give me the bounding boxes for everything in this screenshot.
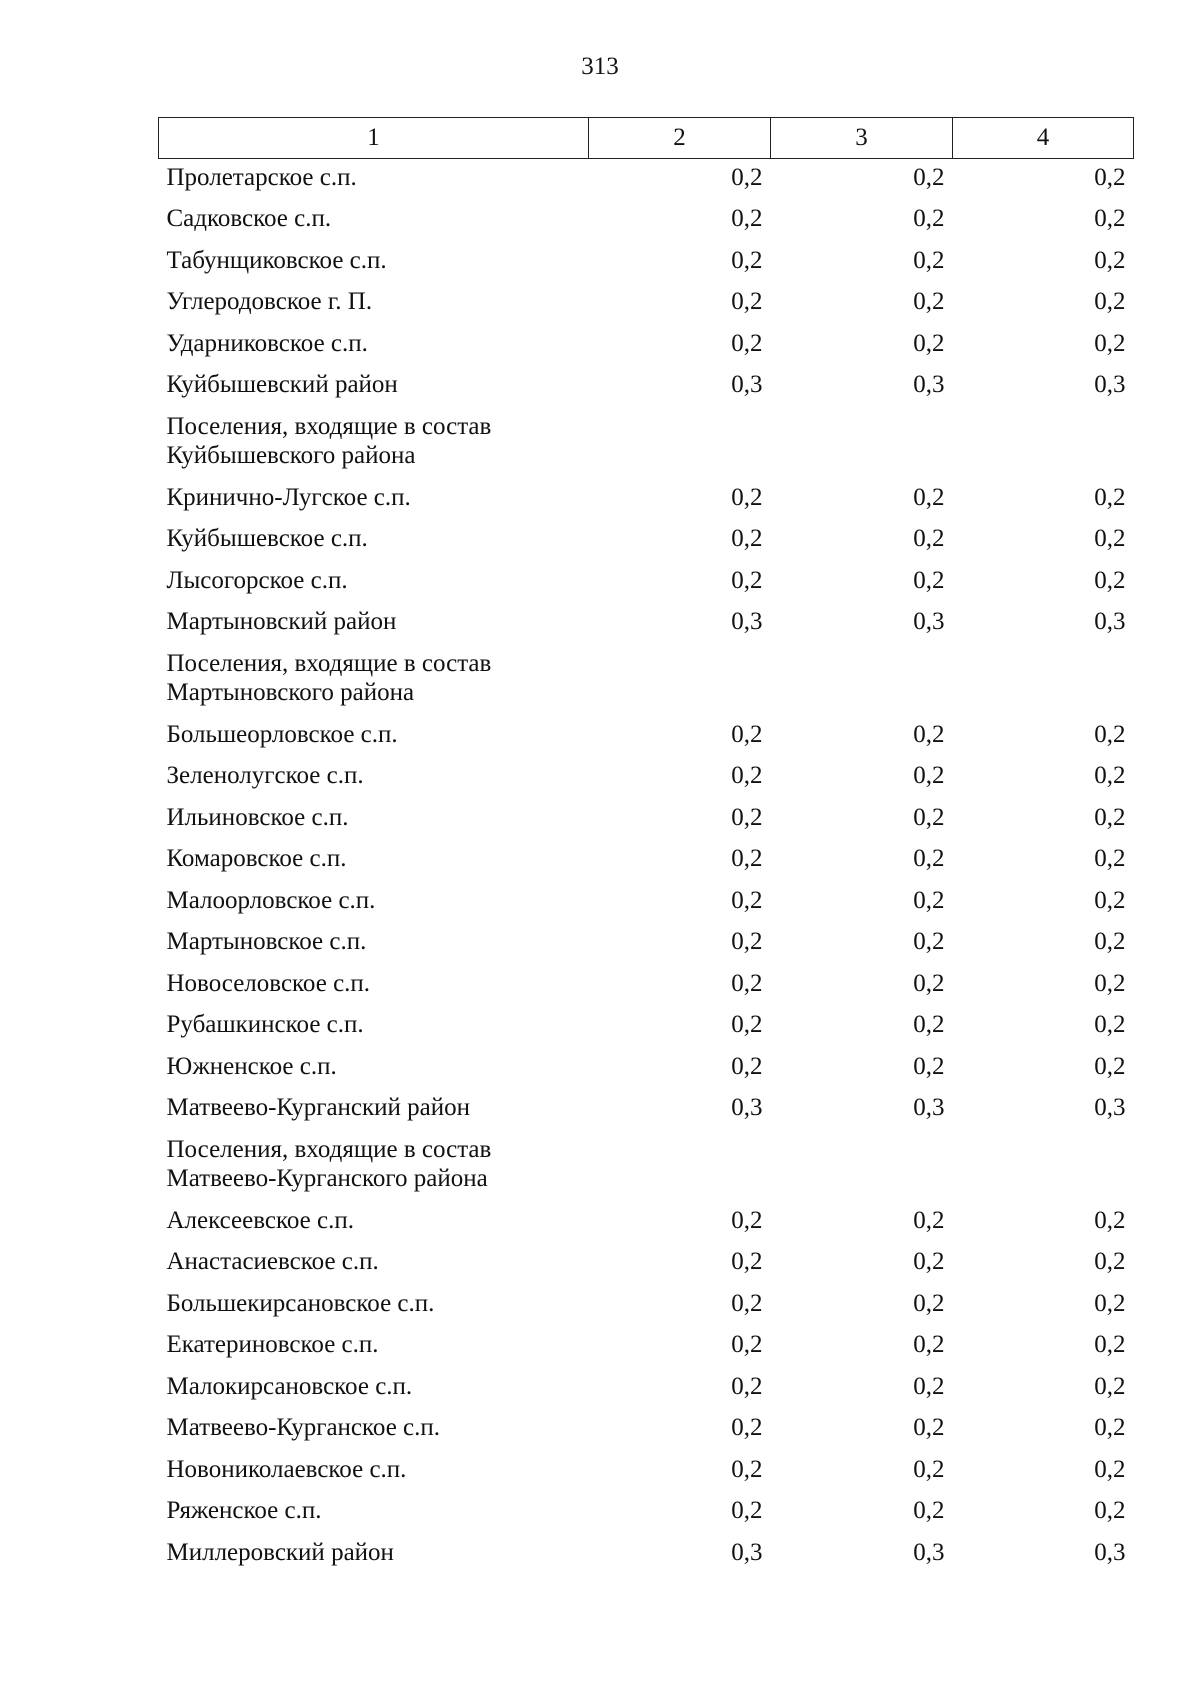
value-cell-col-3: 0,2: [913, 803, 945, 831]
row-name-text: Пролетарское с.п.: [166, 164, 357, 191]
value-cell-col-4: 0,2: [1094, 1011, 1126, 1038]
row-name-text: Комаровское с.п.: [166, 845, 347, 872]
value-cell-col-3: 0,2: [913, 329, 945, 357]
value-cell-col-4: 0,2: [1094, 246, 1126, 274]
value-cell-col-2: 0,2: [731, 1206, 763, 1234]
table-row: [159, 716, 1134, 758]
table-row: [159, 1202, 1134, 1244]
value-cell-col-4: 0,2: [1094, 1497, 1126, 1524]
row-name-cell: [159, 1368, 589, 1410]
row-name-text: Малоорловское с.п.: [166, 886, 376, 914]
row-name-text: Миллеровский район: [166, 1538, 394, 1566]
row-name-text: Южненское с.п.: [166, 1052, 337, 1080]
row-name-cell: [159, 645, 589, 716]
table-row: [159, 1326, 1134, 1368]
table-row: [159, 159, 1134, 201]
row-name-cell: [159, 603, 589, 645]
value-cell-col-3: 0,2: [913, 205, 945, 232]
value-cell-col-3: 0,2: [913, 1455, 945, 1483]
row-name-cell: [159, 520, 589, 562]
row-name-cell: [159, 562, 589, 604]
row-name-text: Рубашкинское с.п.: [166, 1011, 364, 1038]
value-cell-col-2: 0,2: [731, 483, 763, 511]
row-name-text: Куйбышевский район: [166, 371, 398, 398]
row-name-text: Поселения, входящие в состав: [166, 649, 492, 677]
row-name-text: Новониколаевское с.п.: [166, 1455, 407, 1483]
value-cell-col-4: 0,2: [1094, 886, 1126, 914]
value-cell-col-4: 0,2: [1094, 566, 1126, 594]
table-row: [159, 283, 1134, 325]
row-name-text: Углеродовское г. П.: [166, 288, 373, 315]
row-name-cell: [159, 882, 589, 924]
value-cell-col-3: 0,2: [913, 969, 945, 997]
row-name-cell: [159, 1089, 589, 1131]
value-cell-col-2: 0,2: [731, 164, 763, 191]
row-name-text: Большеорловское с.п.: [166, 720, 398, 748]
value-cell-col-3: [771, 408, 953, 479]
value-cell-col-4: 0,2: [1094, 1289, 1126, 1317]
page-number: 313: [581, 53, 619, 80]
value-cell-col-2: 0,2: [731, 720, 763, 748]
row-name-text: Табунщиковское с.п.: [166, 246, 387, 274]
value-cell-col-2: [589, 408, 771, 479]
table-body: [159, 159, 1134, 1576]
value-cell-col-3: 0,2: [913, 1331, 945, 1358]
row-name-text: Садковское с.п.: [166, 205, 332, 232]
value-cell-col-2: 0,2: [731, 1052, 763, 1080]
value-cell-col-2: 0,2: [731, 566, 763, 594]
table-row: [159, 1368, 1134, 1410]
row-name-text: Мартыновский район: [166, 608, 397, 635]
value-cell-col-3: 0,2: [913, 1372, 945, 1400]
value-cell-col-2: [589, 1131, 771, 1202]
value-cell-col-2: 0,2: [731, 1289, 763, 1317]
row-name-text: Матвеево-Курганский район: [166, 1094, 471, 1121]
row-name-text: Лысогорское с.п.: [166, 566, 348, 594]
value-cell-col-4: 0,2: [1094, 483, 1126, 511]
value-cell-col-3: [771, 1131, 953, 1202]
value-cell-col-2: 0,3: [731, 371, 763, 398]
table-row: [159, 882, 1134, 924]
value-cell-col-3: 0,2: [913, 288, 945, 315]
row-name-text: Матвеево-Курганского района: [166, 1164, 488, 1192]
row-name-cell: [159, 1285, 589, 1327]
row-name-cell: [159, 242, 589, 284]
value-cell-col-2: [589, 645, 771, 716]
value-cell-col-3: 0,2: [913, 164, 945, 191]
table-row: [159, 1534, 1134, 1576]
row-name-cell: [159, 159, 589, 201]
row-name-cell: [159, 799, 589, 841]
table-row: [159, 1006, 1134, 1048]
row-name-text: Кринично-Лугское с.п.: [166, 483, 411, 511]
row-name-text: Ряженское с.п.: [166, 1497, 322, 1524]
table-row: [159, 645, 1134, 716]
value-cell-col-4: 0,3: [1094, 1094, 1126, 1121]
row-name-text: Екатериновское с.п.: [166, 1331, 379, 1358]
value-cell-col-2: 0,2: [731, 1414, 763, 1441]
row-name-cell: [159, 1202, 589, 1244]
row-name-text: Ударниковское с.п.: [166, 329, 368, 357]
row-name-text: Поселения, входящие в состав: [166, 412, 492, 440]
value-cell-col-3: 0,2: [913, 845, 945, 872]
value-cell-col-4: [953, 408, 1134, 479]
row-name-cell: [159, 716, 589, 758]
value-cell-col-4: 0,2: [1094, 845, 1126, 872]
value-cell-col-3: 0,2: [913, 1206, 945, 1234]
value-cell-col-3: 0,2: [913, 1248, 945, 1275]
table-row: [159, 520, 1134, 562]
row-name-text: Поселения, входящие в состав: [166, 1135, 492, 1163]
data-table: [158, 117, 1134, 1575]
row-name-cell: [159, 1534, 589, 1576]
value-cell-col-3: 0,2: [913, 1414, 945, 1441]
row-name-text: Куйбышевское с.п.: [166, 525, 368, 552]
row-name-cell: [159, 1243, 589, 1285]
value-cell-col-4: 0,2: [1094, 288, 1126, 315]
value-cell-col-3: 0,3: [913, 1538, 945, 1566]
row-name-cell: [159, 1131, 589, 1202]
value-cell-col-2: 0,2: [731, 969, 763, 997]
value-cell-col-2: 0,3: [731, 608, 763, 635]
value-cell-col-4: 0,2: [1094, 803, 1126, 831]
table-row: [159, 757, 1134, 799]
table-row: [159, 1285, 1134, 1327]
value-cell-col-4: [953, 645, 1134, 716]
value-cell-col-4: 0,2: [1094, 525, 1126, 552]
value-cell-col-4: 0,2: [1094, 1206, 1126, 1234]
value-cell-col-2: 0,2: [731, 928, 763, 955]
row-name-cell: [159, 923, 589, 965]
row-name-cell: [159, 1492, 589, 1534]
table-row: [159, 1131, 1134, 1202]
value-cell-col-2: 0,2: [731, 762, 763, 789]
value-cell-col-4: 0,2: [1094, 762, 1126, 789]
row-name-cell: [159, 840, 589, 882]
row-name-cell: [159, 1048, 589, 1090]
value-cell-col-2: 0,2: [731, 845, 763, 872]
table-row: [159, 562, 1134, 604]
row-name-cell: [159, 965, 589, 1007]
value-cell-col-4: 0,3: [1094, 608, 1126, 635]
value-cell-col-3: 0,2: [913, 1052, 945, 1080]
value-cell-col-2: 0,2: [731, 329, 763, 357]
value-cell-col-4: 0,3: [1094, 371, 1126, 398]
value-cell-col-4: [953, 1131, 1134, 1202]
value-cell-col-3: 0,2: [913, 928, 945, 955]
value-cell-col-2: 0,2: [731, 1372, 763, 1400]
value-cell-col-2: 0,2: [731, 205, 763, 232]
value-cell-col-4: 0,2: [1094, 1052, 1126, 1080]
table-row: [159, 1089, 1134, 1131]
value-cell-col-3: 0,3: [913, 371, 945, 398]
value-cell-col-3: 0,3: [913, 1094, 945, 1121]
table-row: [159, 840, 1134, 882]
value-cell-col-2: 0,2: [731, 288, 763, 315]
row-name-text: Алексеевское с.п.: [166, 1206, 354, 1234]
value-cell-col-4: 0,2: [1094, 1414, 1126, 1441]
value-cell-col-2: 0,2: [731, 246, 763, 274]
table-row: [159, 1451, 1134, 1493]
row-name-cell: [159, 757, 589, 799]
table-row: [159, 965, 1134, 1007]
value-cell-col-2: 0,2: [731, 1011, 763, 1038]
value-cell-col-2: 0,2: [731, 803, 763, 831]
value-cell-col-4: 0,2: [1094, 720, 1126, 748]
value-cell-col-3: 0,2: [913, 762, 945, 789]
value-cell-col-2: 0,2: [731, 525, 763, 552]
value-cell-col-4: 0,2: [1094, 928, 1126, 955]
row-name-cell: [159, 366, 589, 408]
value-cell-col-3: 0,2: [913, 566, 945, 594]
row-name-text: Зеленолугское с.п.: [166, 762, 364, 789]
row-name-text: Большекирсановское с.п.: [166, 1289, 435, 1317]
value-cell-col-4: 0,2: [1094, 1331, 1126, 1358]
value-cell-col-3: 0,2: [913, 525, 945, 552]
value-cell-col-3: 0,2: [913, 1011, 945, 1038]
value-cell-col-2: 0,3: [731, 1094, 763, 1121]
column-header-3: 3: [771, 118, 953, 159]
table-row: [159, 479, 1134, 521]
value-cell-col-3: [771, 645, 953, 716]
value-cell-col-4: 0,2: [1094, 1455, 1126, 1483]
table-row: [159, 1243, 1134, 1285]
value-cell-col-3: 0,2: [913, 1497, 945, 1524]
row-name-cell: [159, 283, 589, 325]
row-name-cell: [159, 1451, 589, 1493]
value-cell-col-4: 0,2: [1094, 1248, 1126, 1275]
row-name-text: Мартыновское с.п.: [166, 928, 367, 955]
row-name-text: Мартыновского района: [166, 678, 415, 706]
value-cell-col-3: 0,2: [913, 483, 945, 511]
row-name-text: Ильиновское с.п.: [166, 803, 349, 831]
value-cell-col-4: 0,2: [1094, 205, 1126, 232]
table-row: [159, 366, 1134, 408]
column-header-1: 1: [159, 118, 589, 159]
value-cell-col-2: 0,2: [731, 886, 763, 914]
value-cell-col-3: 0,2: [913, 1289, 945, 1317]
table-row: [159, 799, 1134, 841]
table-header: [159, 118, 1134, 159]
value-cell-col-4: 0,2: [1094, 969, 1126, 997]
table-row: [159, 408, 1134, 479]
table-row: [159, 923, 1134, 965]
row-name-cell: [159, 479, 589, 521]
column-header-2: 2: [589, 118, 771, 159]
row-name-cell: [159, 408, 589, 479]
value-cell-col-3: 0,2: [913, 886, 945, 914]
row-name-text: Новоселовское с.п.: [166, 969, 371, 997]
row-name-cell: [159, 1326, 589, 1368]
table-row: [159, 1409, 1134, 1451]
table-header-row: [159, 118, 1134, 159]
row-name-cell: [159, 200, 589, 242]
value-cell-col-2: 0,2: [731, 1497, 763, 1524]
row-name-text: Анастасиевское с.п.: [166, 1248, 379, 1275]
value-cell-col-4: 0,2: [1094, 329, 1126, 357]
row-name-cell: [159, 1409, 589, 1451]
value-cell-col-3: 0,2: [913, 720, 945, 748]
value-cell-col-2: 0,3: [731, 1538, 763, 1566]
row-name-text: Куйбышевского района: [166, 441, 416, 469]
row-name-cell: [159, 1006, 589, 1048]
column-header-4: 4: [953, 118, 1134, 159]
row-name-cell: [159, 325, 589, 367]
value-cell-col-3: 0,2: [913, 246, 945, 274]
row-name-text: Малокирсановское с.п.: [166, 1372, 413, 1400]
table-row: [159, 200, 1134, 242]
value-cell-col-4: 0,2: [1094, 1372, 1126, 1400]
value-cell-col-2: 0,2: [731, 1331, 763, 1358]
row-name-text: Матвеево-Курганское с.п.: [166, 1414, 441, 1441]
value-cell-col-2: 0,2: [731, 1248, 763, 1275]
table-row: [159, 242, 1134, 284]
value-cell-col-3: 0,3: [913, 608, 945, 635]
table-row: [159, 325, 1134, 367]
value-cell-col-2: 0,2: [731, 1455, 763, 1483]
table-row: [159, 603, 1134, 645]
value-cell-col-4: 0,3: [1094, 1538, 1126, 1566]
value-cell-col-4: 0,2: [1094, 164, 1126, 191]
table-row: [159, 1048, 1134, 1090]
table-row: [159, 1492, 1134, 1534]
